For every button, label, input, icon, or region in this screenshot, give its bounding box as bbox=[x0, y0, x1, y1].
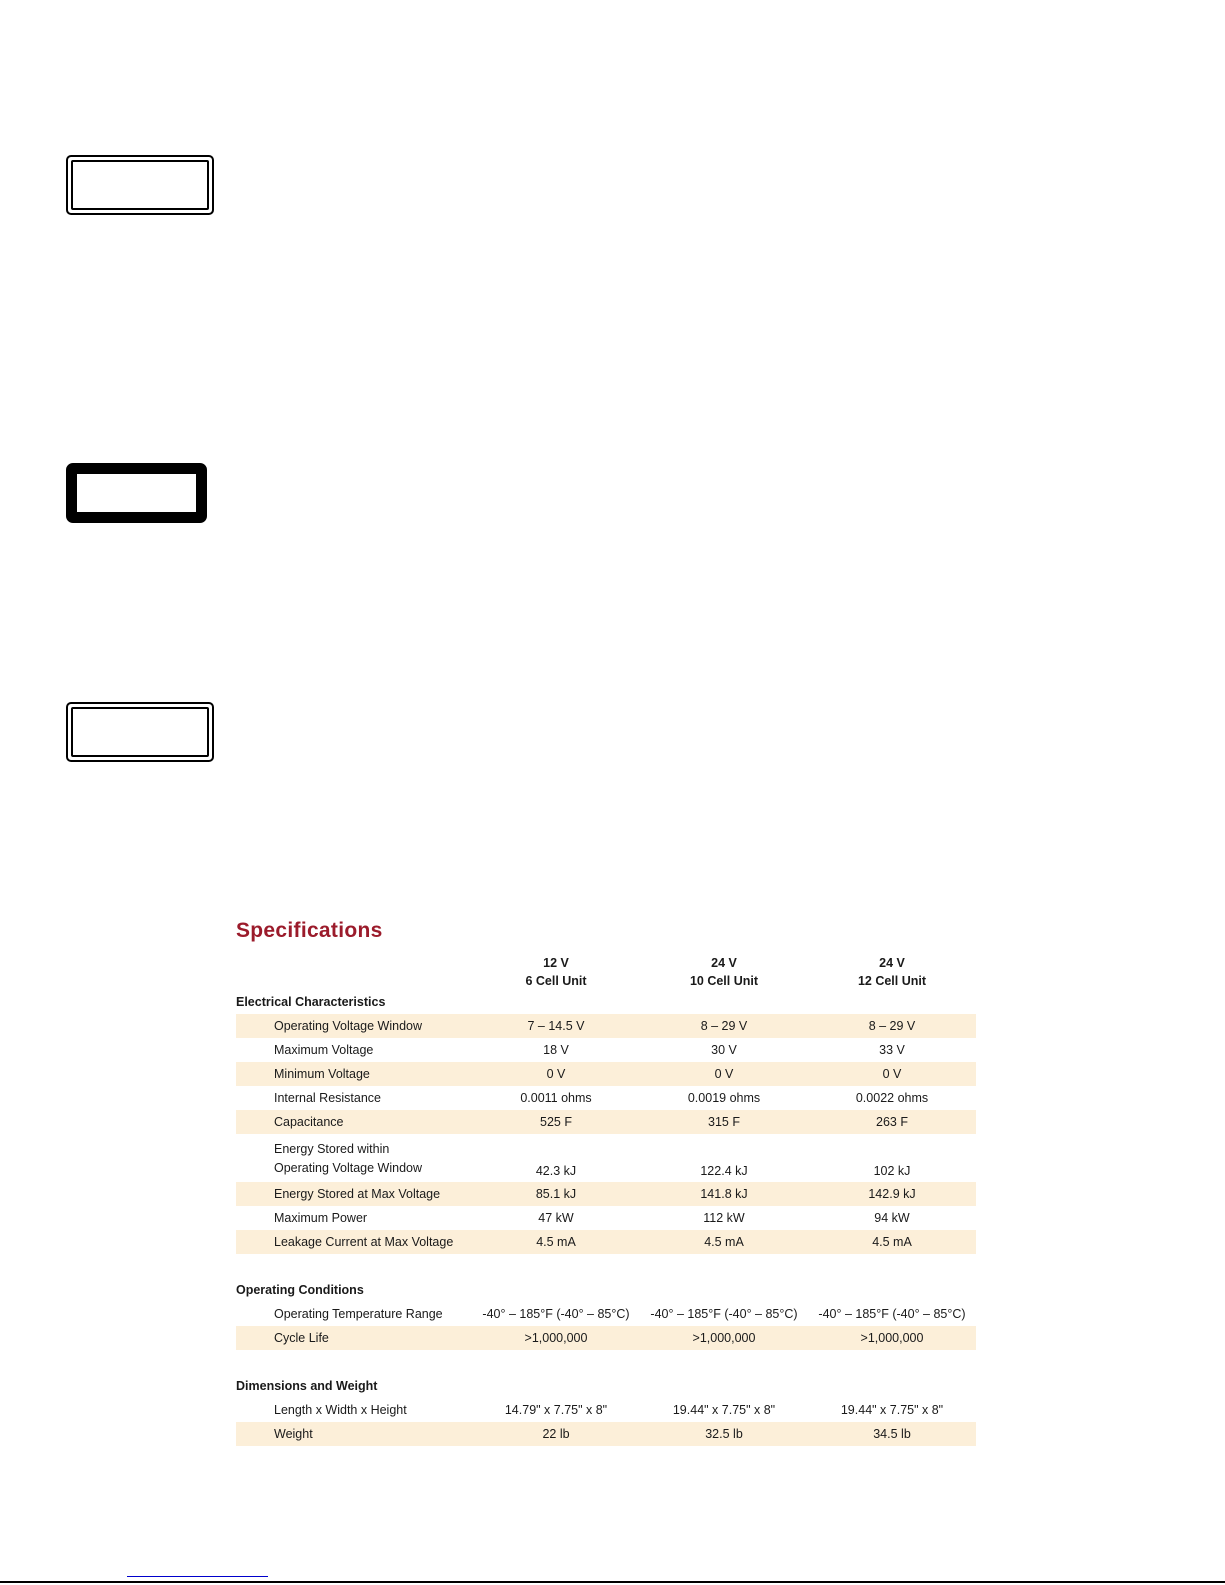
column-cells: 12 Cell Unit bbox=[857, 974, 927, 988]
column-voltage: 24 V bbox=[711, 956, 737, 970]
row-value: 112 kW bbox=[703, 1211, 745, 1225]
table-row bbox=[236, 1110, 976, 1134]
table-row bbox=[236, 1422, 976, 1446]
row-value: 0.0011 ohms bbox=[520, 1091, 592, 1105]
column-voltage: 12 V bbox=[543, 956, 569, 970]
row-value: 122.4 kJ bbox=[700, 1164, 748, 1178]
row-label: Internal Resistance bbox=[274, 1091, 382, 1105]
table-row bbox=[236, 1326, 976, 1350]
row-value: 4.5 mA bbox=[472, 1230, 640, 1254]
row-value: 0.0019 ohms bbox=[687, 1091, 761, 1105]
row-value: 525 F bbox=[472, 1110, 640, 1134]
double-border-box-top-inner bbox=[71, 160, 209, 210]
row-value: 7 – 14.5 V bbox=[472, 1014, 640, 1038]
footnote-separator bbox=[127, 1576, 268, 1577]
specifications-table bbox=[236, 954, 976, 1446]
table-row bbox=[236, 1014, 976, 1038]
row-value: 0.0022 ohms bbox=[855, 1091, 929, 1105]
row-value: 94 kW bbox=[874, 1211, 910, 1225]
double-border-box-bottom bbox=[66, 702, 214, 762]
row-value: 0 V bbox=[472, 1062, 640, 1086]
row-value: >1,000,000 bbox=[640, 1326, 808, 1350]
specifications-panel bbox=[236, 918, 976, 1446]
row-value: 32.5 lb bbox=[640, 1422, 808, 1446]
row-value: 4.5 mA bbox=[808, 1230, 976, 1254]
section-header-row bbox=[236, 1374, 976, 1398]
row-value: 85.1 kJ bbox=[472, 1182, 640, 1206]
row-value: -40° – 185°F (-40° – 85°C) bbox=[818, 1307, 966, 1321]
section-header-row bbox=[236, 990, 976, 1014]
row-label: Energy Stored at Max Voltage bbox=[236, 1182, 472, 1206]
thick-border-box bbox=[66, 463, 207, 523]
table-row bbox=[236, 1134, 976, 1182]
row-value: 22 lb bbox=[472, 1422, 640, 1446]
row-value: 8 – 29 V bbox=[808, 1014, 976, 1038]
row-value: 4.5 mA bbox=[640, 1230, 808, 1254]
row-label: Capacitance bbox=[236, 1110, 472, 1134]
row-value: -40° – 185°F (-40° – 85°C) bbox=[482, 1307, 630, 1321]
row-value: 18 V bbox=[543, 1043, 569, 1057]
row-value: 142.9 kJ bbox=[808, 1182, 976, 1206]
double-border-box-bottom-inner bbox=[71, 707, 209, 757]
row-value: 102 kJ bbox=[873, 1164, 911, 1178]
table-row bbox=[236, 1398, 976, 1422]
row-value: 14.79" x 7.75" x 8" bbox=[504, 1403, 608, 1417]
page-bottom-rule bbox=[0, 1581, 1225, 1583]
row-label: Leakage Current at Max Voltage bbox=[236, 1230, 472, 1254]
row-label: Maximum Power bbox=[274, 1211, 368, 1225]
row-value: 141.8 kJ bbox=[640, 1182, 808, 1206]
row-label: Maximum Voltage bbox=[274, 1043, 374, 1057]
table-row bbox=[236, 1302, 976, 1326]
section-spacer bbox=[236, 1350, 976, 1374]
table-header-row bbox=[236, 954, 976, 990]
row-value: 30 V bbox=[711, 1043, 737, 1057]
column-header bbox=[640, 954, 808, 990]
row-value: 19.44" x 7.75" x 8" bbox=[840, 1403, 944, 1417]
section-title: Dimensions and Weight bbox=[236, 1379, 378, 1393]
row-label: Cycle Life bbox=[236, 1326, 472, 1350]
column-cells: 10 Cell Unit bbox=[689, 974, 759, 988]
row-value: -40° – 185°F (-40° – 85°C) bbox=[650, 1307, 798, 1321]
row-label bbox=[236, 1134, 472, 1182]
double-border-box-top bbox=[66, 155, 214, 215]
row-label-line: Operating Voltage Window bbox=[274, 1161, 423, 1175]
row-label: Minimum Voltage bbox=[236, 1062, 472, 1086]
table-row bbox=[236, 1182, 976, 1206]
row-value: 315 F bbox=[640, 1110, 808, 1134]
row-label: Operating Voltage Window bbox=[236, 1014, 472, 1038]
column-cells: 6 Cell Unit bbox=[525, 974, 587, 988]
row-value: 42.3 kJ bbox=[535, 1164, 577, 1178]
section-title: Electrical Characteristics bbox=[236, 995, 386, 1009]
column-voltage: 24 V bbox=[879, 956, 905, 970]
table-row bbox=[236, 1206, 976, 1230]
row-value: 33 V bbox=[879, 1043, 905, 1057]
row-value: 0 V bbox=[808, 1062, 976, 1086]
row-value: 0 V bbox=[640, 1062, 808, 1086]
row-value: >1,000,000 bbox=[472, 1326, 640, 1350]
section-header-row bbox=[236, 1278, 976, 1302]
row-value: 19.44" x 7.75" x 8" bbox=[672, 1403, 776, 1417]
row-value: 263 F bbox=[808, 1110, 976, 1134]
row-value: 8 – 29 V bbox=[640, 1014, 808, 1038]
table-row bbox=[236, 1230, 976, 1254]
row-value: 47 kW bbox=[538, 1211, 574, 1225]
table-row bbox=[236, 1086, 976, 1110]
row-value: 34.5 lb bbox=[808, 1422, 976, 1446]
table-row bbox=[236, 1038, 976, 1062]
row-value: >1,000,000 bbox=[808, 1326, 976, 1350]
row-label: Operating Temperature Range bbox=[274, 1307, 443, 1321]
header-empty-cell bbox=[236, 954, 472, 990]
section-title: Operating Conditions bbox=[236, 1283, 364, 1297]
row-label: Weight bbox=[236, 1422, 472, 1446]
row-label-line: Energy Stored within bbox=[274, 1142, 390, 1156]
table-row bbox=[236, 1062, 976, 1086]
section-spacer bbox=[236, 1254, 976, 1278]
column-header bbox=[472, 954, 640, 990]
specifications-title: Specifications bbox=[236, 919, 383, 942]
row-label: Length x Width x Height bbox=[274, 1403, 407, 1417]
column-header bbox=[808, 954, 976, 990]
